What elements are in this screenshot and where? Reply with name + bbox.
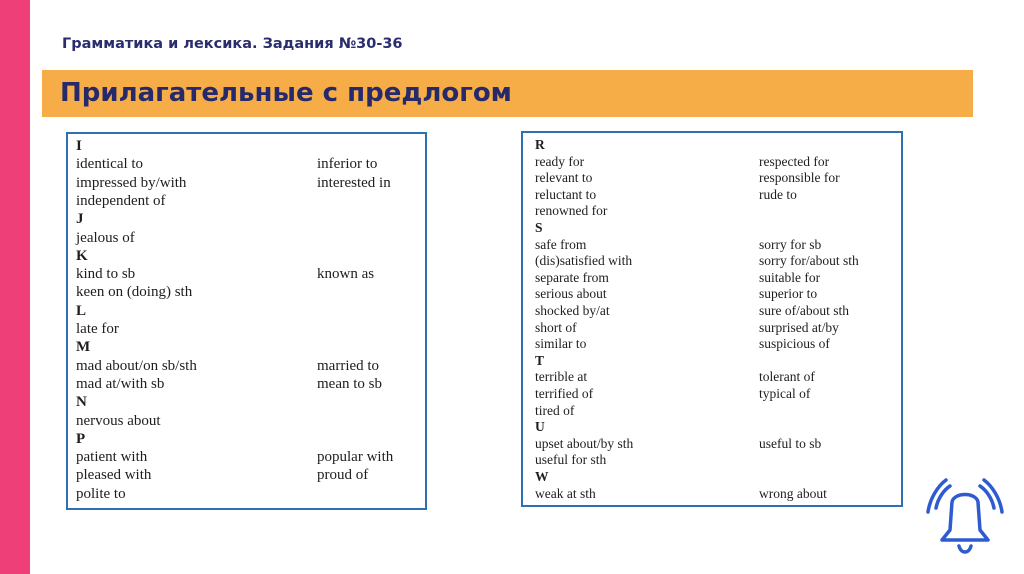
table-row xyxy=(535,303,849,319)
adjective-phrase: serious about xyxy=(535,286,607,302)
section-letter xyxy=(76,430,85,448)
adjective-phrase: shocked by/at xyxy=(535,303,610,318)
table-row xyxy=(535,269,821,286)
table-row xyxy=(76,485,126,503)
table-row xyxy=(535,170,840,186)
section-letter xyxy=(76,302,86,320)
table-row xyxy=(76,192,166,210)
adjective-phrase: upset about/by sth xyxy=(535,435,634,451)
adjective-phrase: suspicious of xyxy=(759,336,830,352)
slide-title: Прилагательные с предлогом xyxy=(60,78,512,108)
letter-heading: S xyxy=(535,220,543,235)
adjective-phrase: weak at sth xyxy=(535,485,596,501)
adjective-phrase: similar to xyxy=(535,336,587,352)
adjective-phrase: married to xyxy=(317,357,380,374)
adjective-phrase: proud of xyxy=(317,467,369,484)
table-row xyxy=(76,412,161,430)
adjective-phrase: (dis)satisfied with xyxy=(535,253,633,269)
table-row xyxy=(535,186,797,203)
adjective-phrase: separate from xyxy=(535,269,609,285)
adjective-phrase: jealous of xyxy=(76,229,135,246)
table-row xyxy=(76,155,378,173)
table-row xyxy=(76,466,369,484)
adjective-phrase: sorry for sb xyxy=(759,236,822,252)
adjective-phrase: surprised at/by xyxy=(759,319,839,335)
adjective-phrase: useful for sth xyxy=(535,452,607,468)
section-letter xyxy=(535,419,545,435)
left-accent-bar xyxy=(0,0,30,574)
adjective-phrase: renowned for xyxy=(535,203,608,219)
adjective-phrase: safe from xyxy=(535,236,587,252)
adjective-phrase: nervous about xyxy=(76,412,161,429)
adjective-phrase: independent of xyxy=(76,192,166,209)
adjective-phrase: identical to xyxy=(76,156,144,173)
section-letter xyxy=(76,247,88,265)
section-letter xyxy=(535,353,544,369)
adjective-phrase: responsible for xyxy=(759,170,840,186)
table-row xyxy=(76,283,192,301)
adjective-phrase: mad at/with sb xyxy=(76,375,165,392)
adjective-phrase: suitable for xyxy=(759,269,821,285)
adjective-phrase: tolerant of xyxy=(759,369,815,385)
table-row xyxy=(535,452,606,468)
table-row xyxy=(76,174,391,192)
adjective-phrase: keen on (doing) sth xyxy=(76,284,193,301)
adjective-phrase: impressed by/with xyxy=(76,174,187,191)
adjective-phrase: superior to xyxy=(759,286,818,302)
letter-heading: W xyxy=(535,469,549,484)
letter-heading: P xyxy=(76,430,86,447)
section-letter xyxy=(535,469,549,485)
adjective-phrase: ready for xyxy=(535,153,585,169)
adjectives-table-r-w xyxy=(521,131,903,507)
adjective-phrase: mad about/on sb/sth xyxy=(76,357,197,374)
table-row xyxy=(535,386,811,402)
adjective-phrase: sure of/about sth xyxy=(759,303,849,318)
letter-heading: R xyxy=(535,137,545,152)
adjective-phrase: terrified of xyxy=(535,386,594,401)
section-letter xyxy=(535,137,545,153)
adjective-phrase: terrible at xyxy=(535,369,588,385)
adjective-phrase: inferior to xyxy=(317,156,378,173)
letter-heading: J xyxy=(76,211,84,228)
table-row xyxy=(535,236,822,253)
adjective-phrase: patient with xyxy=(76,449,148,466)
adjective-phrase: respected for xyxy=(759,153,830,169)
section-letter xyxy=(76,137,82,155)
table-row xyxy=(535,369,815,385)
table-row xyxy=(535,403,574,419)
letter-heading: N xyxy=(76,394,87,411)
table-row xyxy=(76,375,382,393)
bell-ringing-icon xyxy=(922,478,1008,562)
table-row xyxy=(535,319,839,336)
table-row xyxy=(76,320,119,338)
table-row xyxy=(76,265,375,283)
adjective-phrase: popular with xyxy=(317,449,394,466)
adjective-phrase: known as xyxy=(317,266,375,283)
table-row xyxy=(76,357,380,375)
adjective-phrase: useful to sb xyxy=(759,435,822,451)
adjective-phrase: reluctant to xyxy=(535,186,597,202)
section-letter xyxy=(76,210,84,228)
section-letter xyxy=(76,338,90,356)
adjective-phrase: rude to xyxy=(759,186,797,202)
section-letter xyxy=(535,220,543,236)
letter-heading: M xyxy=(76,339,91,356)
letter-heading: K xyxy=(76,247,88,264)
table-row xyxy=(535,253,859,269)
adjective-phrase: sorry for/about sth xyxy=(759,253,859,269)
adjective-phrase: pleased with xyxy=(76,467,152,484)
adjective-phrase: mean to sb xyxy=(317,375,382,392)
adjective-phrase: interested in xyxy=(317,174,391,191)
slide-subtitle: Грамматика и лексика. Задания №30-36 xyxy=(62,36,403,52)
letter-heading: L xyxy=(76,302,87,319)
table-row xyxy=(535,435,822,452)
table-row xyxy=(535,153,830,170)
letter-heading: T xyxy=(535,352,545,368)
adjectives-table-i-p xyxy=(66,132,427,510)
adjective-phrase: late for xyxy=(76,321,119,337)
letter-heading: I xyxy=(76,138,82,154)
table-row xyxy=(76,448,394,466)
adjective-phrase: short of xyxy=(535,319,577,335)
table-row xyxy=(535,336,830,352)
letter-heading: U xyxy=(535,419,545,435)
adjective-phrase: wrong about xyxy=(759,485,827,501)
table-row xyxy=(535,203,607,219)
adjective-phrase: relevant to xyxy=(535,170,593,186)
table-row xyxy=(535,485,827,502)
adjective-phrase: kind to sb xyxy=(76,266,136,283)
table-row xyxy=(535,286,818,302)
table-row xyxy=(76,229,135,247)
adjective-phrase: polite to xyxy=(76,485,126,502)
adjective-phrase: tired of xyxy=(535,402,575,418)
section-letter xyxy=(76,393,87,411)
adjective-phrase: typical of xyxy=(759,386,811,401)
